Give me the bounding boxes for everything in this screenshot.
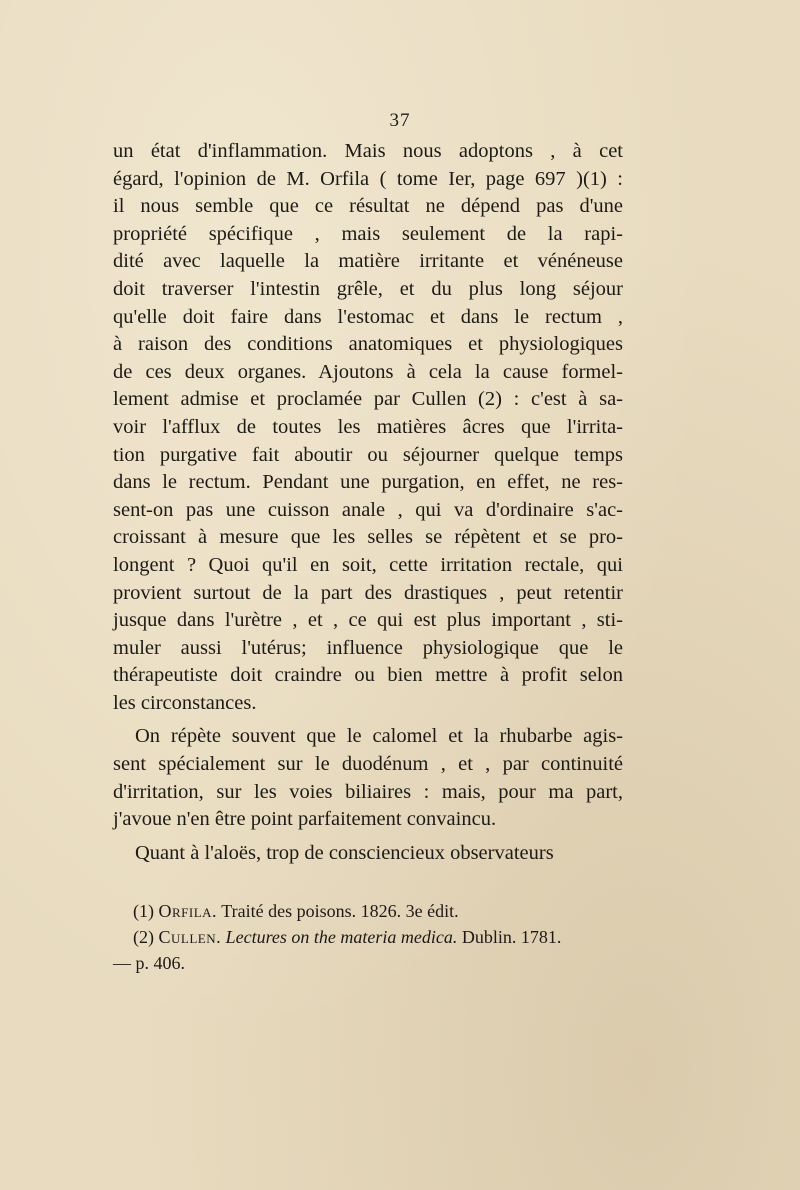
footnote-title: Lectures on the materia medica. <box>225 927 458 947</box>
text-line: dans le rectum. Pendant une purgation, en effet, ne res- <box>113 471 623 494</box>
text-line: doit traverser l'intestin grêle, et du plus long séjour <box>113 277 623 300</box>
text-line: tion purgative fait aboutir ou séjourner quelque temps <box>113 443 623 466</box>
body-text <box>113 138 623 873</box>
text-line: un état d'inflammation. Mais nous adoptons , à cet <box>113 140 623 162</box>
text-line: sent spécialement sur le duodénum , et , par continuité <box>113 753 623 776</box>
text-line: qu'elle doit faire dans l'estomac et dans le rectum , <box>113 305 623 328</box>
paragraph <box>113 840 623 868</box>
text-line: égard, l'opinion de M. Orfila ( tome Ier, page 697 )(1) : <box>113 167 623 190</box>
page-number: 37 <box>389 110 411 131</box>
footnote-2 <box>113 924 623 950</box>
text-line: croissant à mesure que les selles se répètent et se pro- <box>113 526 623 549</box>
text-line: jusque dans l'urètre , et , ce qui est plus important , sti- <box>113 609 623 632</box>
text-line: longent ? Quoi qu'il en soit, cette irritation rectale, qui <box>113 553 623 576</box>
text-line: les circonstances. <box>113 691 257 714</box>
text-line: j'avoue n'en être point parfaitement convaincu. <box>113 808 497 831</box>
footnote-text: Dublin. 1781. <box>461 927 562 947</box>
footnote-1 <box>113 898 623 924</box>
footnote-continuation: — p. 406. <box>113 953 185 973</box>
text-line: de ces deux organes. Ajoutons à cela la cause formel- <box>113 360 623 383</box>
text-line: sent-on pas une cuisson anale , qui va d'ordinaire s'ac- <box>113 498 623 521</box>
text-line: propriété spécifique , mais seulement de la rapi- <box>113 222 623 245</box>
text-line: On répète souvent que le calomel et la rhubarbe agis- <box>135 725 623 748</box>
footnote-text: Traité des poisons. 1826. 3e édit. <box>221 901 459 921</box>
footnote-author: Cullen. <box>158 927 222 947</box>
text-line: dité avec laquelle la matière irritante et vénéneuse <box>113 250 623 273</box>
footnotes <box>113 898 623 976</box>
paragraph <box>113 138 623 717</box>
text-line: muler aussi l'utérus; influence physiologique que le <box>113 636 623 659</box>
text-line: il nous semble que ce résultat ne dépend pas d'une <box>113 195 623 218</box>
text-line: d'irritation, sur les voies biliaires : mais, pour ma part, <box>113 780 623 803</box>
text-line: thérapeutiste doit craindre ou bien mettre à profit selon <box>113 664 623 687</box>
text-line: voir l'afflux de toutes les matières âcres que l'irrita- <box>113 415 623 438</box>
footnote-marker: (1) <box>133 901 154 921</box>
footnote-marker: (2) <box>133 927 154 947</box>
text-line: lement admise et proclamée par Cullen (2) : c'est à sa- <box>113 388 623 411</box>
paragraph <box>113 723 623 833</box>
text-line: Quant à l'aloës, trop de consciencieux observateurs <box>135 841 554 864</box>
text-line: à raison des conditions anatomiques et physiologiques <box>113 333 623 356</box>
footnote-author: Orfila. <box>158 901 218 921</box>
text-line: provient surtout de la part des drastiques , peut retentir <box>113 581 623 604</box>
